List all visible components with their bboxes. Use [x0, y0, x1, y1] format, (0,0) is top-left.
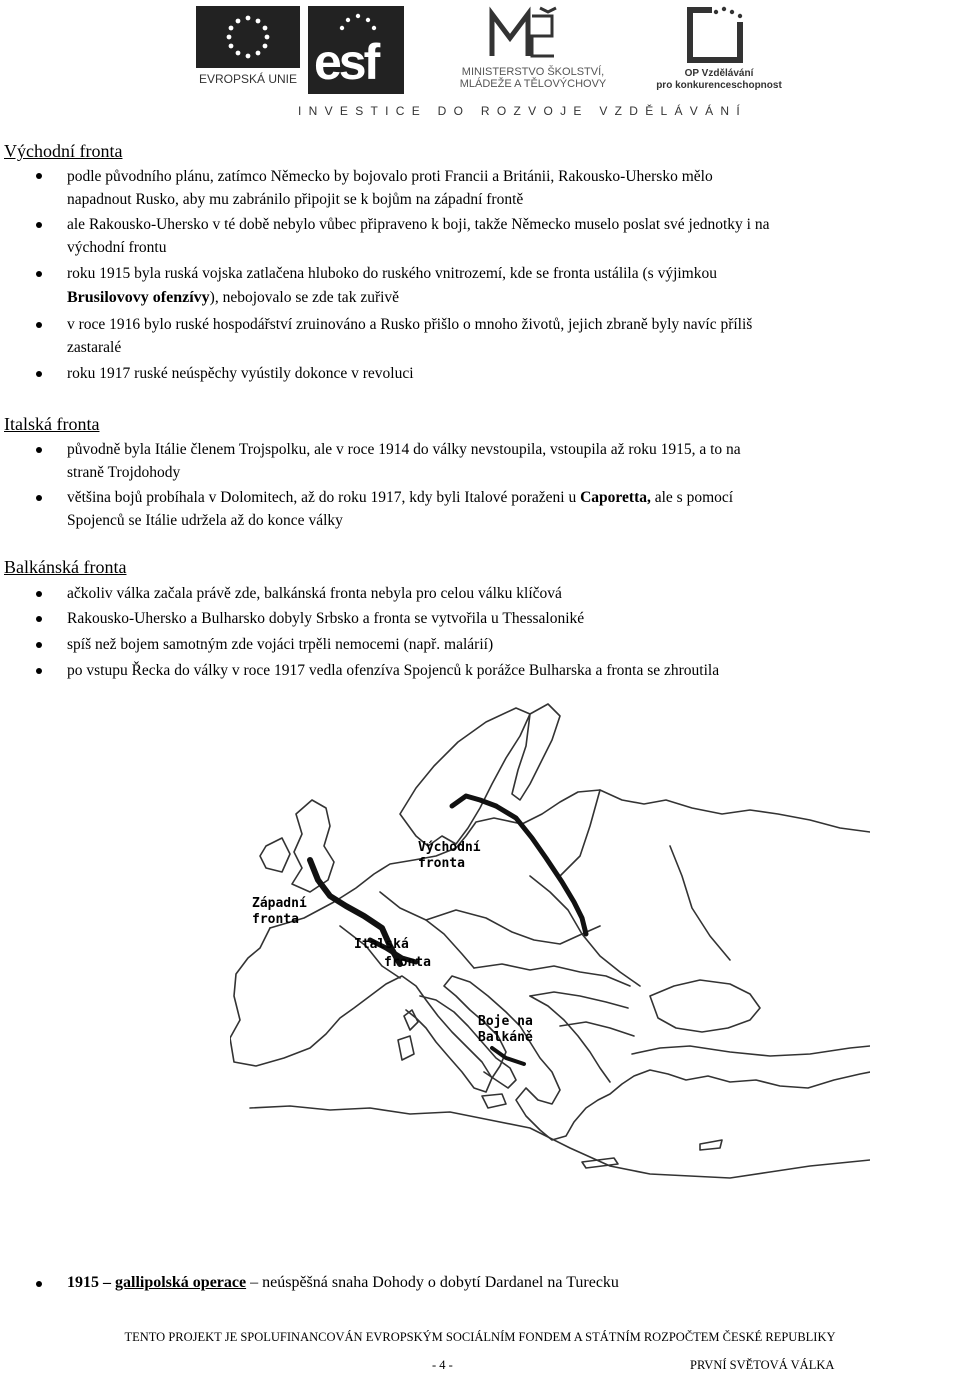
bullet — [36, 322, 42, 328]
op-logo — [654, 4, 784, 98]
text-line: Spojenců se Itálie udržela až do konce války — [67, 512, 343, 529]
label-line: Boje na — [478, 1014, 533, 1029]
bullet — [36, 616, 42, 622]
text-line: Rakousko-Uhersko a Bulharsko dobyly Srbsko a fronta se vytvořila u Thessaloniké — [67, 610, 585, 627]
msmt-line-1: MINISTERSTVO ŠKOLSTVÍ, — [461, 66, 605, 78]
bullet — [36, 495, 42, 501]
text-line: východní frontu — [67, 239, 167, 256]
section-title-balkanska: Balkánská fronta — [4, 557, 127, 577]
bullet — [36, 271, 42, 277]
text-line: většina bojů probíhala v Dolomitech, až do roku 1917, kdy byli Italové poraženi u — [67, 489, 581, 506]
bullet — [36, 591, 42, 597]
label-line: fronta — [252, 912, 299, 927]
op-line-1: OP Vzdělávání — [684, 68, 754, 79]
bullet — [36, 642, 42, 648]
label-zapadni-fronta — [252, 896, 307, 928]
esf-logo — [308, 6, 404, 94]
text-line: ačkoliv válka začala právě zde, balkánská fronta nebyla pro celou válku klíčová — [67, 585, 562, 602]
text-line: původně byla Itálie členem Trojspolku, ale v roce 1914 do války nevstoupila, vstoupila až roku 1915, a to na — [67, 441, 741, 458]
bullet — [36, 668, 42, 674]
eu-label: EVROPSKÁ UNIE — [198, 72, 298, 86]
text-line: spíš než bojem samotným zde vojáci trpěli nemocemi (např. malárií) — [67, 636, 494, 653]
footer-notice: TENTO PROJEKT JE SPOLUFINANCOVÁN EVROPSKÝM SOCIÁLNÍM FONDEM A STÁTNÍM ROZPOČTEM ČESKÉ REPUBLIKY — [124, 1330, 836, 1344]
caporetto: Caporetta, — [580, 489, 651, 506]
op-line-2: pro konkurenceschopnost — [656, 80, 782, 91]
label-line: Východní — [418, 840, 481, 855]
text-line: podle původního plánu, zatímco Německo by bojovalo proti Francii a Británii, Rakousko-Uhersko mělo — [67, 168, 713, 185]
bullet — [36, 371, 42, 377]
bullet — [36, 1281, 42, 1287]
europe-fronts-map — [230, 696, 870, 1266]
label-line: Italská — [354, 937, 409, 952]
section-title-vychodni: Východní fronta — [4, 141, 123, 161]
text-line: ), nebojovalo se zde tak zuřivě — [209, 289, 400, 306]
brusilov-offensive: Brusilovovy ofenzívy — [67, 289, 210, 306]
text-line: roku 1915 byla ruská vojska zatlačena hluboko do ruského vnitrozemí, kde se fronta ustálila (s výjimkou — [67, 265, 717, 282]
bullet — [36, 447, 42, 453]
text-line: straně Trojdohody — [67, 464, 181, 481]
investice-slogan: INVESTICE DO ROZVOJE VZDĚLÁVÁNÍ — [298, 104, 748, 118]
text-line: po vstupu Řecka do války v roce 1917 vedla ofenzíva Spojenců k porážce Bulharska a fronta se zhroutila — [67, 662, 720, 679]
text-line: ale Rakousko-Uhersko v té době nebylo vůbec připraveno k boji, takže Německo muselo poslat své jednotky i na — [67, 216, 770, 233]
bullet — [36, 222, 42, 228]
label-line: Balkáně — [478, 1030, 533, 1045]
text-line: v roce 1916 bylo ruské hospodářství zruinováno a Rusko přišlo o mnoho životů, jejich zbraně byly navíc příliš — [67, 316, 753, 333]
gallipoli-description: – neúspěšná snaha Dohody o dobytí Dardanel na Turecku — [246, 1274, 619, 1291]
gallipoli-year: 1915 – — [67, 1274, 111, 1291]
label-line: Západní — [252, 896, 307, 911]
text-line: ale s pomocí — [650, 489, 734, 506]
msmt-line-2: MLÁDEŽE A TĚLOVÝCHOVY — [459, 78, 607, 90]
msmt-logo — [440, 6, 620, 96]
label-boje-na-balkane — [478, 1014, 533, 1046]
esf-label: esf — [314, 34, 378, 90]
bullet — [36, 173, 42, 179]
label-line: fronta — [418, 856, 465, 871]
label-italska-fronta — [354, 936, 431, 972]
label-vychodni-fronta — [418, 840, 481, 872]
section-title-italska: Italská fronta — [4, 414, 100, 434]
eu-logo — [196, 6, 300, 94]
text-line: zastaralé — [67, 339, 122, 356]
document-title: PRVNÍ SVĚTOVÁ VÁLKA — [690, 1358, 835, 1372]
gallipoli-operation: gallipolská operace — [115, 1274, 247, 1291]
page-number: - 4 - — [432, 1358, 453, 1372]
label-line: fronta — [384, 955, 431, 970]
text-line: napadnout Rusko, aby mu zabránilo připojit se k bojům na západní frontě — [67, 191, 524, 208]
text-line: roku 1917 ruské neúspěchy vyústily dokonce v revoluci — [67, 365, 414, 382]
